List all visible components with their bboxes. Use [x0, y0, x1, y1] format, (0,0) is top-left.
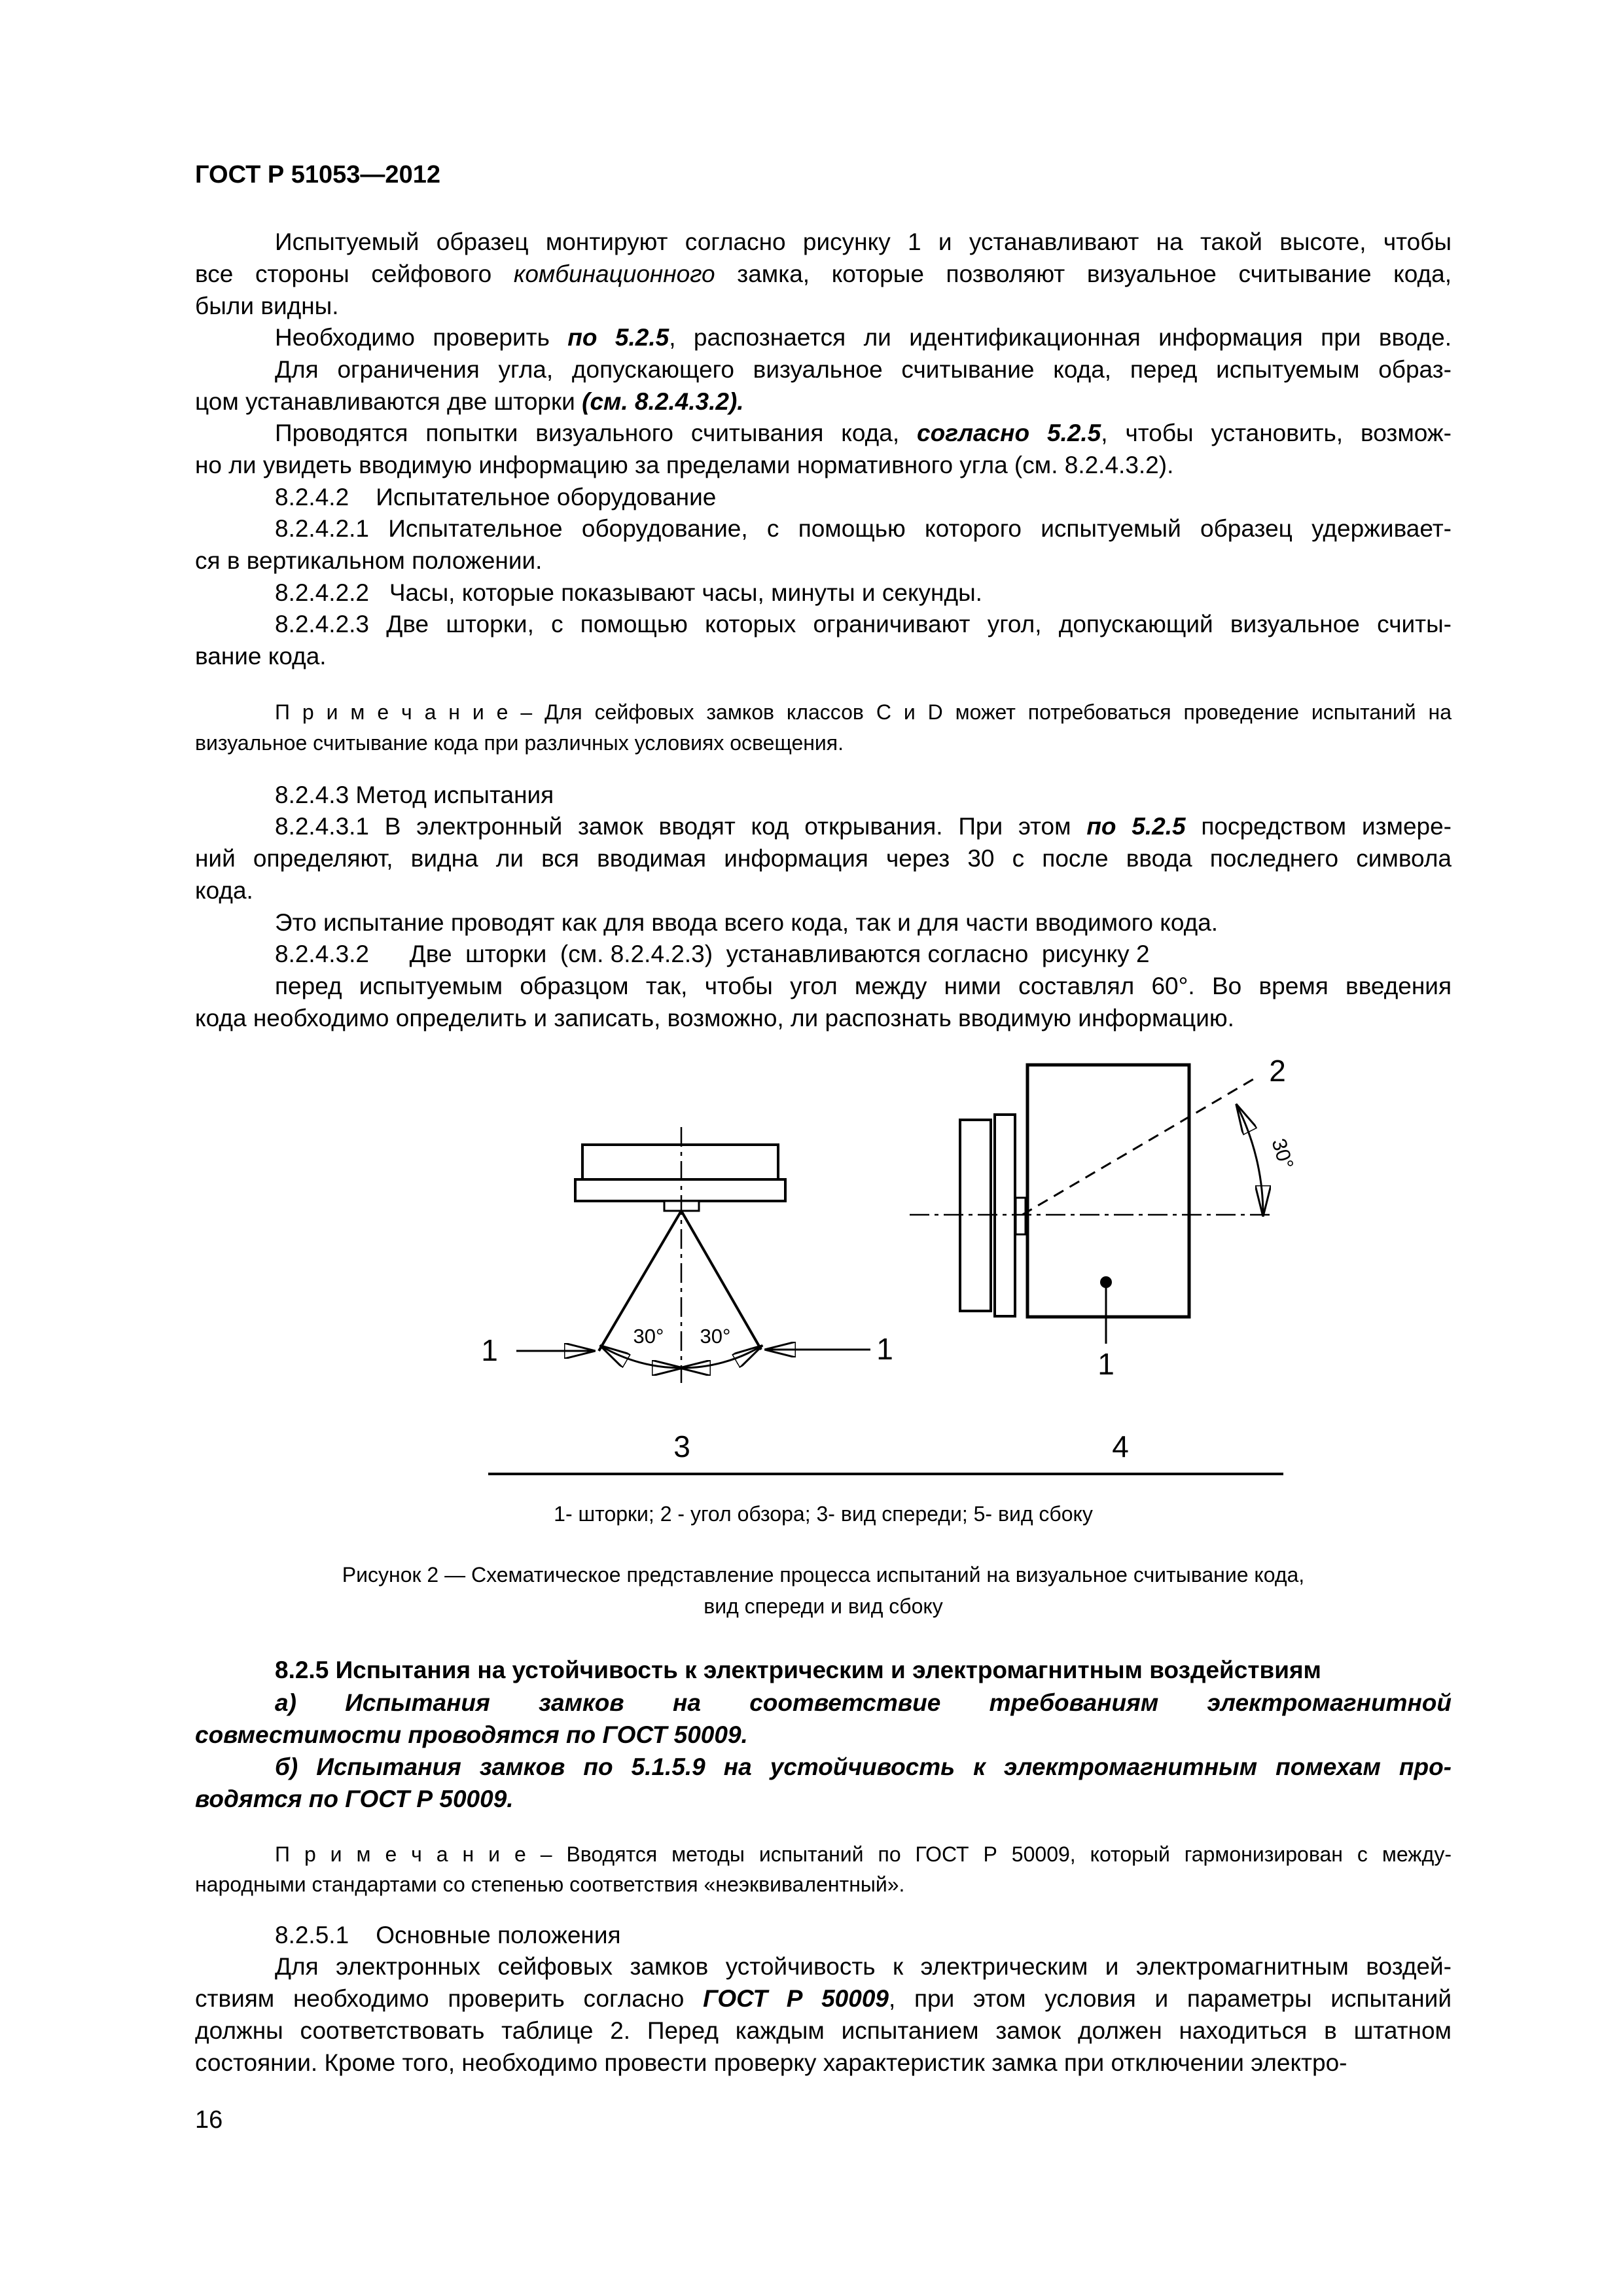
- text-line: [195, 355, 1452, 384]
- angle-arc-left: [601, 1346, 681, 1368]
- text-segment: по 5.2.5: [567, 324, 669, 351]
- text-segment: ний определяют, видна ли вся вводимая информация через 30 с после ввода последнего символа: [195, 845, 1452, 872]
- text-line: [195, 610, 1452, 639]
- text-segment: 8.2.4.3 Метод испытания: [275, 781, 554, 808]
- label-shutters-right: 1: [876, 1332, 893, 1366]
- text-line: [195, 228, 1452, 257]
- text-segment: кода.: [195, 877, 253, 904]
- text-line: [195, 419, 1452, 448]
- text-segment: , чтобы установить, возмож-: [1101, 420, 1452, 446]
- text-segment: посредством измере-: [1185, 813, 1452, 840]
- text-segment: все стороны сейфового: [195, 260, 514, 287]
- label-side-angle: 30°: [1267, 1136, 1298, 1172]
- text-line: [195, 579, 1452, 607]
- text-line: [195, 1785, 1452, 1814]
- text-segment: П р и м е ч а н и е – Вводятся методы испытаний по ГОСТ Р 50009, который гармонизирован с между-: [275, 1842, 1452, 1866]
- text-line: [195, 514, 1452, 543]
- text-line: [195, 1952, 1452, 1981]
- text-segment: , при этом условия и параметры испытаний: [889, 1985, 1452, 2012]
- text-line: [195, 292, 1452, 321]
- text-segment: по 5.2.5: [1086, 813, 1186, 840]
- angle-arc-right: [681, 1346, 761, 1368]
- text-line: [195, 1502, 1452, 1527]
- text-segment: Рисунок 2 — Схематическое представление процесса испытаний на визуальное считывание кода,: [342, 1563, 1305, 1587]
- text-line: [195, 781, 1452, 810]
- text-line: [195, 1656, 1452, 1685]
- text-segment: визуальное считывание кода при различных условиях освещения.: [195, 731, 844, 755]
- text-segment: П р и м е ч а н и е – Для сейфовых замков классов С и D может потребоваться проведение испытаний на: [275, 700, 1452, 724]
- text-line: [195, 731, 1452, 756]
- text-segment: 8.2.4.3.1 В электронный замок вводят код открывания. При этом: [275, 813, 1087, 840]
- text-segment: Испытуемый образец монтируют согласно рисунку 1 и устанавливают на такой высоте, чтобы: [275, 228, 1452, 255]
- text-line: [195, 2017, 1452, 2045]
- text-line: [195, 700, 1452, 725]
- text-line: [195, 1873, 1452, 1897]
- text-line: [195, 844, 1452, 873]
- text-segment: ся в вертикальном положении.: [195, 547, 543, 574]
- text-segment: ГОСТ Р 50009: [703, 1985, 889, 2012]
- label-view-angle-line: 2: [1269, 1054, 1286, 1088]
- text-line: [195, 940, 1452, 969]
- text-line: [195, 451, 1452, 480]
- text-line: [195, 323, 1452, 352]
- text-segment: состоянии. Кроме того, необходимо провести проверку характеристик замка при отключении электро-: [195, 2049, 1347, 2076]
- side-view: [910, 1054, 1298, 1463]
- lock-base-front: [575, 1179, 785, 1201]
- text-segment: водятся по ГОСТ Р 50009.: [195, 1785, 514, 1812]
- text-line: [195, 387, 1452, 416]
- text-segment: 8.2.4.3.2 Две шторки (см. 8.2.4.2.3) устанавливаются согласно рисунку 2: [275, 941, 1150, 967]
- text-segment: ствиям необходимо проверить согласно: [195, 1985, 704, 2012]
- label-shutters-side: 1: [1097, 1347, 1115, 1381]
- text-segment: но ли увидеть вводимую информацию за пределами нормативного угла (см. 8.2.4.3.2).: [195, 452, 1174, 478]
- text-segment: 1- шторки; 2 - угол обзора; 3- вид спереди; 5- вид сбоку: [554, 1502, 1093, 1526]
- text-segment: согласно 5.2.5: [917, 420, 1101, 446]
- text-segment: цом устанавливаются две шторки: [195, 388, 582, 415]
- text-segment: Для ограничения угла, допускающего визуальное считывание кода, перед испытуемым образ-: [275, 356, 1452, 383]
- text-line: [195, 876, 1452, 905]
- text-line: [195, 812, 1452, 841]
- label-shutters-left: 1: [481, 1333, 498, 1367]
- text-line: [195, 1004, 1452, 1033]
- text-line: [195, 1921, 1452, 1950]
- text-segment: а) Испытания замков на соответствие требованиям электромагнитной: [275, 1689, 1452, 1716]
- text-segment: Необходимо проверить: [275, 324, 568, 351]
- figure-2-diagram: [458, 1047, 1309, 1486]
- text-segment: народными стандартами со степенью соответствия «неэквивалентный».: [195, 1873, 905, 1896]
- text-segment: 8.2.4.2.2 Часы, которые показывают часы, минуты и секунды.: [275, 579, 982, 606]
- text-line: [195, 1984, 1452, 2013]
- text-segment: перед испытуемым образцом так, чтобы угол между ними составлял 60°. Во время введения: [275, 973, 1452, 999]
- text-line: [195, 483, 1452, 512]
- text-segment: Для электронных сейфовых замков устойчивость к электрическим и электромагнитным воздей-: [275, 1953, 1452, 1980]
- text-line: [195, 972, 1452, 1001]
- label-side-view: 4: [1112, 1429, 1129, 1463]
- text-line: [195, 1753, 1452, 1782]
- view-angle-arc: [1237, 1105, 1263, 1215]
- text-segment: Это испытание проводят как для ввода всего кода, так и для части вводимого кода.: [275, 909, 1219, 936]
- text-segment: вание кода.: [195, 643, 327, 670]
- text-line: [195, 2049, 1452, 2077]
- text-segment: 8.2.4.2 Испытательное оборудование: [275, 484, 717, 511]
- text-line: [195, 642, 1452, 671]
- document-header: ГОСТ Р 51053—2012: [195, 161, 440, 188]
- label-angle-right: 30°: [700, 1325, 731, 1348]
- text-segment: 8.2.4.2.3 Две шторки, с помощью которых ограничивают угол, допускающий визуальное считы-: [275, 611, 1452, 637]
- text-segment: замка, которые позволяют визуальное считывание кода,: [715, 260, 1452, 287]
- lock-knob-side: [1016, 1198, 1026, 1234]
- text-line: [195, 260, 1452, 289]
- text-segment: комбинационного: [513, 260, 715, 287]
- text-line: [195, 1721, 1452, 1749]
- label-angle-left: 30°: [633, 1325, 664, 1348]
- page-number: 16: [195, 2106, 223, 2134]
- front-view: [481, 1127, 893, 1463]
- text-segment: 8.2.5 Испытания на устойчивость к электрическим и электромагнитным воздействиям: [275, 1657, 1321, 1683]
- text-segment: Проводятся попытки визуального считывания кода,: [275, 420, 918, 446]
- text-segment: б) Испытания замков по 5.1.5.9 на устойчивость к электромагнитным помехам про-: [275, 1753, 1452, 1780]
- text-line: [195, 1689, 1452, 1717]
- text-segment: должны соответствовать таблице 2. Перед каждым испытанием замок должен находиться в штатном: [195, 2017, 1452, 2044]
- text-segment: были видны.: [195, 293, 339, 319]
- text-line: [195, 1842, 1452, 1867]
- text-segment: 8.2.4.2.1 Испытательное оборудование, с помощью которого испытуемый образец удерживает-: [275, 515, 1452, 542]
- text-segment: (см. 8.2.4.3.2).: [582, 388, 744, 415]
- text-segment: совместимости проводятся по ГОСТ 50009.: [195, 1721, 748, 1748]
- text-line: [195, 1563, 1452, 1588]
- lock-body-front: [582, 1145, 778, 1179]
- text-segment: кода необходимо определить и записать, возможно, ли распознать вводимую информацию.: [195, 1005, 1234, 1031]
- text-segment: 8.2.5.1 Основные положения: [275, 1922, 621, 1948]
- text-line: [195, 908, 1452, 937]
- text-segment: вид спереди и вид сбоку: [704, 1594, 943, 1618]
- text-segment: , распознается ли идентификационная информация при вводе.: [669, 324, 1452, 351]
- label-front-view: 3: [673, 1429, 690, 1463]
- text-line: [195, 547, 1452, 575]
- text-line: [195, 1594, 1452, 1619]
